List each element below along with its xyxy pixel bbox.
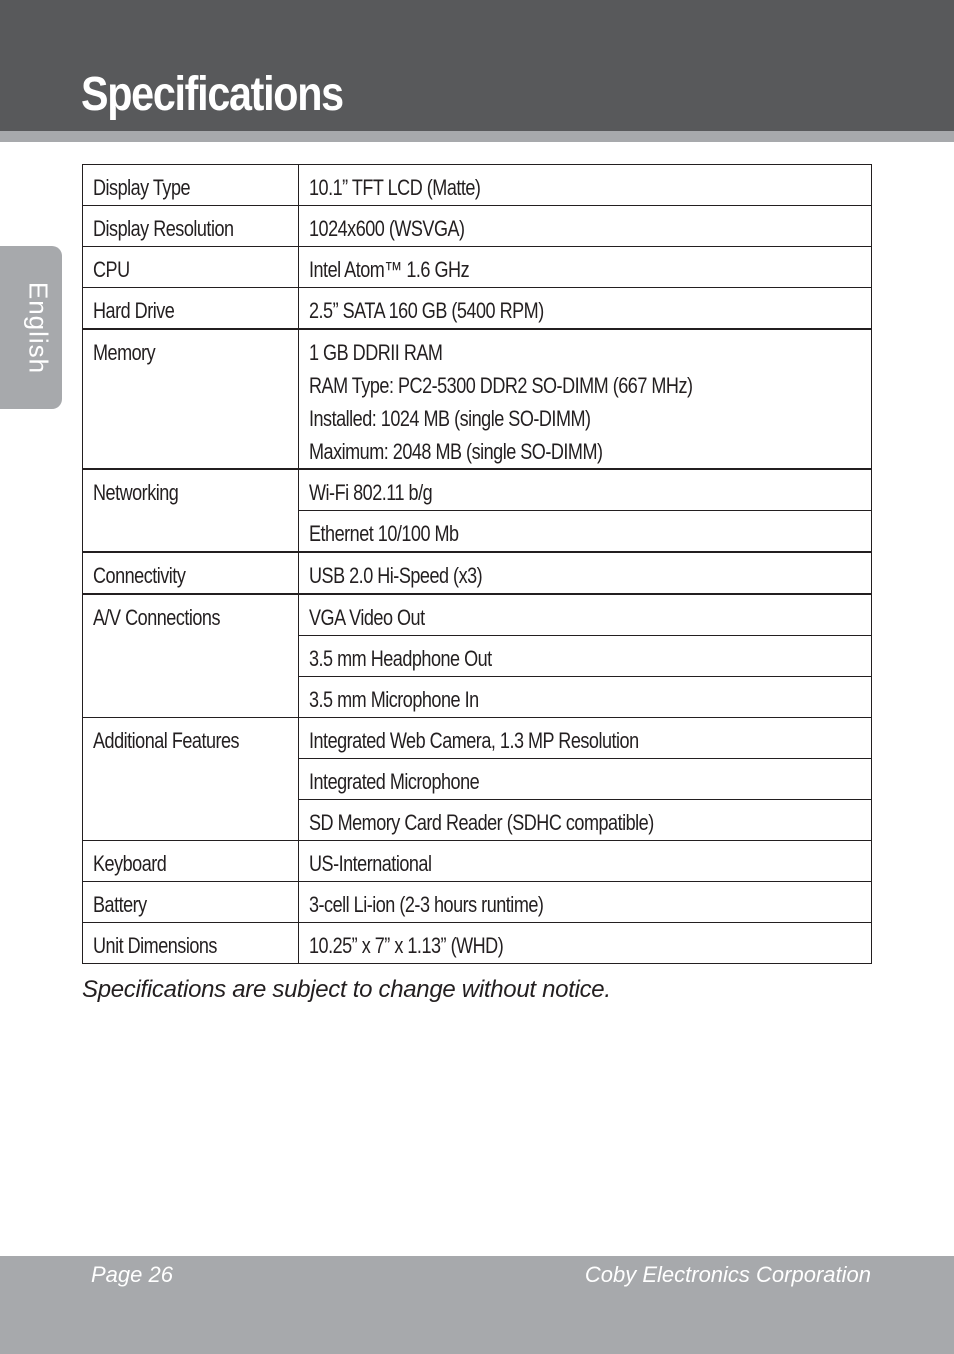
memory-line: 1 GB DDRII RAM	[309, 340, 443, 365]
table-row	[83, 165, 872, 206]
spec-label: Unit Dimensions	[83, 923, 299, 964]
spec-value: 3-cell Li-ion (2-3 hours runtime)	[299, 882, 872, 923]
spec-label: Keyboard	[83, 841, 299, 882]
spec-value: 10.25” x 7” x 1.13” (WHD)	[299, 923, 872, 964]
disclaimer-note: Specifications are subject to change without notice.	[82, 976, 611, 1003]
table-row	[83, 247, 872, 288]
spec-label: Battery	[83, 882, 299, 923]
table-row	[83, 923, 872, 964]
spec-label: Memory	[83, 329, 299, 469]
table-row	[83, 882, 872, 923]
spec-value: 1024x600 (WSVGA)	[299, 206, 872, 247]
spec-value: Integrated Web Camera, 1.3 MP Resolution	[299, 718, 872, 759]
spec-value: USB 2.0 Hi-Speed (x3)	[299, 552, 872, 594]
spec-label: Display Type	[83, 165, 299, 206]
spec-value: 3.5 mm Headphone Out	[299, 636, 872, 677]
memory-line: Installed: 1024 MB (single SO-DIMM)	[309, 406, 591, 431]
spec-label: Hard Drive	[83, 288, 299, 330]
spec-label: A/V Connections	[83, 594, 299, 718]
page-number: Page 26	[91, 1262, 173, 1287]
memory-line: RAM Type: PC2-5300 DDR2 SO-DIMM (667 MHz)	[309, 373, 693, 398]
table-row	[83, 594, 872, 636]
spec-table	[82, 164, 872, 964]
spec-value: US-International	[299, 841, 872, 882]
spec-value: Wi-Fi 802.11 b/g	[299, 469, 872, 511]
spec-label: Connectivity	[83, 552, 299, 594]
table-row	[83, 206, 872, 247]
spec-label: Display Resolution	[83, 206, 299, 247]
spec-value: 3.5 mm Microphone In	[299, 677, 872, 718]
spec-value: 10.1” TFT LCD (Matte)	[299, 165, 872, 206]
spec-label: Networking	[83, 469, 299, 552]
spec-label: CPU	[83, 247, 299, 288]
table-row	[83, 469, 872, 511]
table-row	[83, 552, 872, 594]
spec-label: Additional Features	[83, 718, 299, 841]
spec-value: Intel Atom™ 1.6 GHz	[299, 247, 872, 288]
table-row	[83, 288, 872, 330]
spec-value	[299, 329, 872, 469]
spec-value: Ethernet 10/100 Mb	[299, 511, 872, 553]
spec-value: Integrated Microphone	[299, 759, 872, 800]
spec-value: SD Memory Card Reader (SDHC compatible)	[299, 800, 872, 841]
spec-value: 2.5” SATA 160 GB (5400 RPM)	[299, 288, 872, 330]
spec-value: VGA Video Out	[299, 594, 872, 636]
memory-line: Maximum: 2048 MB (single SO-DIMM)	[309, 439, 603, 464]
company-name: Coby Electronics Corporation	[584, 1262, 871, 1287]
table-row	[83, 329, 872, 469]
page-title: Specifications	[81, 68, 343, 121]
header-strip	[0, 131, 954, 142]
language-tab-label: English	[23, 281, 54, 375]
table-row	[83, 841, 872, 882]
table-row	[83, 718, 872, 759]
